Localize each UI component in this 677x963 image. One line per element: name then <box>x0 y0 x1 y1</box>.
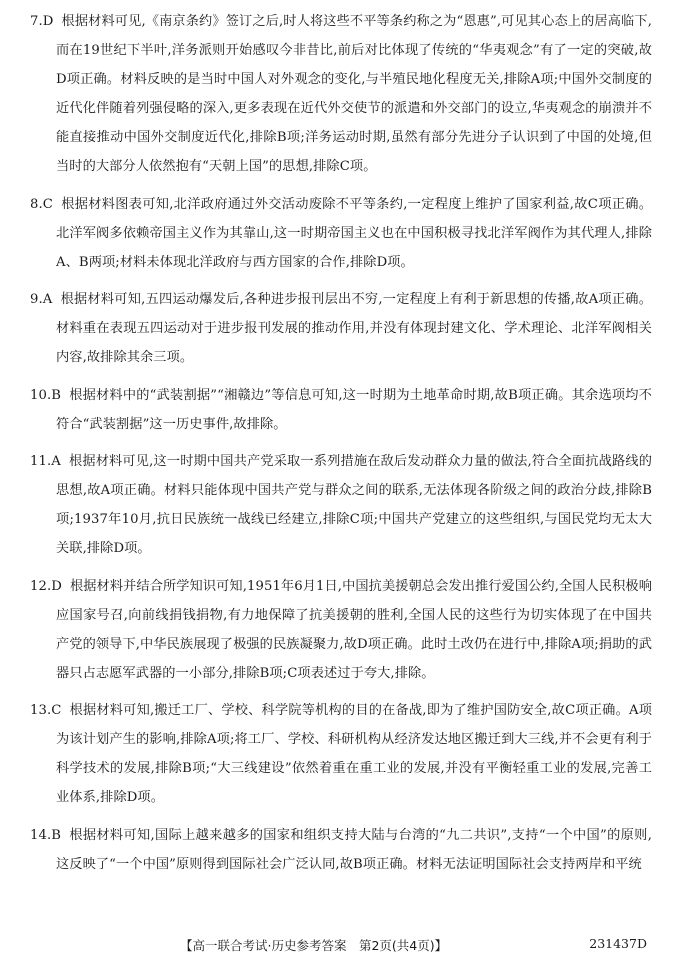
question-number: 14. <box>30 827 52 843</box>
answer-choice: D <box>51 578 62 594</box>
answer-item-11 <box>30 447 652 563</box>
question-number: 8. <box>30 196 43 212</box>
question-number: 12. <box>30 578 52 594</box>
answer-explanation: 根据材料可知,国际上越来越多的国家和组织支持大陆与台湾的“九二共识”,支持“一个中国”的原则,这反映了“一个中国”原则得到国际社会广泛认同,故B项正确。材料无法证明国际社会支持两岸和平统 <box>56 827 652 872</box>
answer-choice: C <box>51 703 62 718</box>
answer-choice: B <box>51 387 62 403</box>
answer-explanation: 根据材料可知,五四运动爆发后,各种进步报刊层出不穷,一定程度上有利于新思想的传播,故A项正确。材料重在表现五四运动对于进步报刊发展的推动作用,并没有体现封建文化、学术理论、北洋军阀相关内容,故排除其余三项。 <box>56 292 652 365</box>
answer-item-14 <box>30 821 652 879</box>
answer-label <box>30 388 61 403</box>
answer-label <box>30 197 53 212</box>
question-number: 9. <box>30 292 43 307</box>
answer-explanation: 根据材料可见,这一时期中国共产党采取一系列措施在敌后发动群众力量的做法,符合全面抗战路线的思想,故A项正确。材料只能体现中国共产党与群众之间的联系,无法体现各阶级之间的政治分歧,排除B项;1937年10月,抗日民族统一战线已经建立,排除C项;中国共产党建立的这些组织,与国民党均无太大关联,排除D项。 <box>56 454 652 556</box>
answer-item-8 <box>30 190 652 277</box>
answer-explanation: 根据材料可见,《南京条约》签订之后,时人将这些不平等条约称之为“恩惠”,可见其心态上的居高临下,而在19世纪下半叶,洋务派则开始感叹今非昔比,前后对比体现了传统的“华夷观念”有了一定的突破,故D项正确。材料反映的是当时中国人对外观念的变化,与半殖民地化程度无关,排除A项;中国外交制度的近代化伴随着列强侵略的深入,更多表现在近代外交使节的派遣和外交部门的设立,华夷观念的崩溃并不能直接推动中国外交制度近代化,排除B项;洋务运动时期,虽然有部分先进分子认识到了中国的处境,但当时的大部分人依然抱有“天朝上国”的思想,排除C项。 <box>56 14 652 174</box>
answer-label <box>30 454 61 469</box>
answer-explanation: 根据材料可知,搬迁工厂、学校、科学院等机构的目的在备战,即为了维护国防安全,故C项正确。A项为该计划产生的影响,排除A项;将工厂、学校、科研机构从经济发达地区搬迁到大三线,并不会更有利于科学技术的发展,排除B项;“大三线建设”依然着重在重工业的发展,并没有平衡轻重工业的发展,完善工业体系,排除D项。 <box>56 703 652 805</box>
answer-item-7 <box>30 7 652 181</box>
answer-label <box>30 292 52 307</box>
answer-label <box>30 703 61 718</box>
answer-explanation: 根据材料并结合所学知识可知,1951年6月1日,中国抗美援朝总会发出推行爱国公约,全国人民积极响应国家号召,向前线捐钱捐物,有力地保障了抗美援朝的胜利,全国人民的这些行为切实体现了在中国共产党的领导下,中华民族展现了极强的民族凝聚力,故D项正确。此时土改仍在进行中,排除A项;捐助的武器只占志愿军武器的一小部分,排除B项;C项表述过于夸大,排除。 <box>56 578 652 681</box>
answer-item-12 <box>30 572 652 688</box>
answer-label <box>30 14 53 29</box>
question-number: 13. <box>30 703 52 718</box>
answer-item-10 <box>30 381 652 439</box>
question-number: 11. <box>30 454 52 469</box>
answer-label <box>30 579 62 594</box>
page-footer <box>0 936 677 956</box>
answer-choice: C <box>42 196 53 212</box>
answer-item-13 <box>30 696 652 812</box>
question-number: 7. <box>30 14 43 29</box>
answer-choice: D <box>42 14 54 29</box>
footer-title: 【高一联合考试·历史参考答案 第2页(共4页)】 <box>180 938 448 953</box>
answer-choice: A <box>51 454 61 469</box>
answer-choice: B <box>51 827 62 843</box>
answer-explanation: 根据材料图表可知,北洋政府通过外交活动废除不平等条约,一定程度上维护了国家利益,故C项正确。北洋军阀多依赖帝国主义作为其靠山,这一时期帝国主义也在中国积极寻找北洋军阀作为其代理人,排除A、B两项;材料未体现北洋政府与西方国家的合作,排除D项。 <box>56 196 652 270</box>
question-number: 10. <box>30 387 52 403</box>
answer-label <box>30 828 61 843</box>
answer-choice: A <box>42 292 53 307</box>
answer-item-9 <box>30 285 652 372</box>
answer-explanation: 根据材料中的“武装割据”“湘赣边”等信息可知,这一时期为土地革命时期,故B项正确。其余选项均不符合“武装割据”这一历史事件,故排除。 <box>56 387 652 432</box>
document-code: 231437D <box>589 936 647 951</box>
answer-list <box>30 7 652 887</box>
